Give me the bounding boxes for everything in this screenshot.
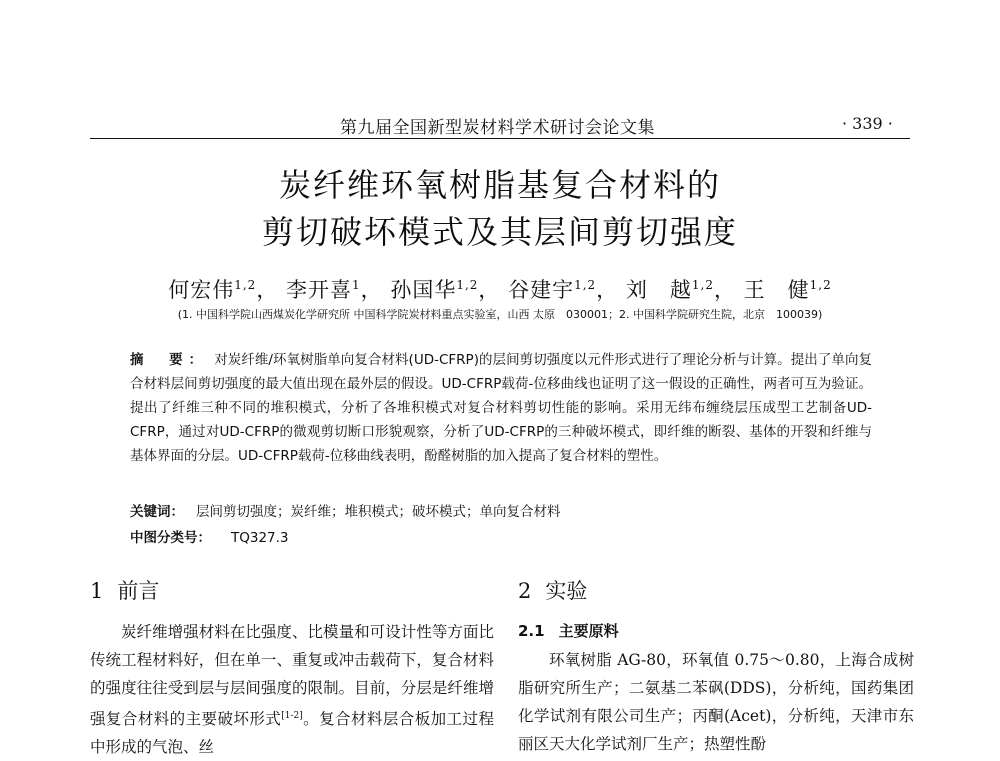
author: 谷建宇$^{1,2}$ — [508, 278, 597, 302]
keywords — [130, 500, 561, 520]
section-number: 1 — [90, 579, 104, 603]
classification — [130, 526, 289, 546]
subsection-heading-materials — [518, 620, 619, 641]
author: 刘 越$^{1,2}$ — [625, 278, 714, 302]
page-number: · 339 · — [842, 114, 893, 133]
section-heading-experiment — [518, 575, 587, 605]
header-rule — [90, 138, 910, 139]
subsection-title: 主要原料 — [558, 622, 619, 640]
running-title: 第九届全国新型炭材料学术研讨会论文集 — [340, 118, 655, 138]
classification-label: 中图分类号： — [130, 530, 211, 546]
keywords-text: 层间剪切强度；炭纤维；堆积模式；破坏模式；单向复合材料 — [196, 504, 561, 520]
keywords-label: 关键词： — [130, 504, 184, 520]
author: 王 健$^{1,2}$ — [743, 278, 832, 302]
paper-title-line-2: 剪切破坏模式及其层间剪切强度 — [261, 213, 738, 251]
abstract-label: 摘 要： — [130, 352, 209, 368]
author: 何宏伟$^{1,2}$ — [168, 278, 257, 302]
author-list: 何宏伟$^{1,2}$， 李开喜$^1$， 孙国华$^{1,2}$， 谷建宇$^{1,2}$， 刘 越$^{1,2}$， 王 健$^{1,2}$ — [168, 278, 832, 302]
author: 孙国华$^{1,2}$ — [390, 278, 479, 302]
affiliations: (1. 中国科学院山西煤炭化学研究所 中国科学院炭材料重点实验室，山西 太原 030001；2. 中国科学院研究生院，北京 100039) — [177, 308, 823, 321]
section-title: 实验 — [545, 579, 588, 603]
section2-paragraph: 环氧树脂 AG-80，环氧值 0.75～0.80，上海合成树脂研究所生产；二氨基二苯砜(DDS)，分析纯，国药集团化学试剂有限公司生产；丙酮(Acet)，分析纯，天津市东丽区天大化学试剂厂生产；热塑性酚 — [518, 651, 914, 753]
abstract-text: 对炭纤维/环氧树脂单向复合材料(UD-CFRP)的层间剪切强度以元件形式进行了理论分析与计算。提出了单向复合材料层间剪切强度的最大值出现在最外层的假设。UD-CFRP载荷-位移曲线也证明了这一假设的正确性，两者可互为验证。提出了纤维三种不同的堆积模式，分析了各堆积模式对复合材料剪切性能的影响。采用无纬布缠绕层压成型工艺制备UD-CFRP，通过对UD-CFRP的微观剪切断口形貌观察，分析了UD-CFRP的三种破坏模式，即纤维的断裂、基体的开裂和纤维与基体界面的分层。UD-CFRP载荷-位移曲线表明，酚醛树脂的加入提高了复合材料的塑性。 — [130, 352, 872, 464]
section-title: 前言 — [117, 579, 160, 603]
author: 李开喜$^1$ — [286, 278, 361, 302]
section-heading-introduction — [90, 575, 159, 605]
section1-paragraph: 炭纤维增强材料在比强度、比模量和可设计性等方面比传统工程材料好，但在单一、重复或冲击载荷下，复合材料的强度往往受到层与层间强度的限制。目前，分层是纤维增强复合材料的主要破坏形式[1-2]。复合材料层合板加工过程中形成的气泡、丝 — [90, 623, 494, 757]
section-number: 2 — [518, 579, 532, 603]
classification-code: TQ327.3 — [231, 530, 289, 546]
subsection-number: 2.1 — [518, 622, 545, 640]
citation: [1-2] — [281, 711, 303, 721]
abstract — [130, 348, 872, 468]
paper-title-line-1: 炭纤维环氧树脂基复合材料的 — [278, 166, 721, 204]
